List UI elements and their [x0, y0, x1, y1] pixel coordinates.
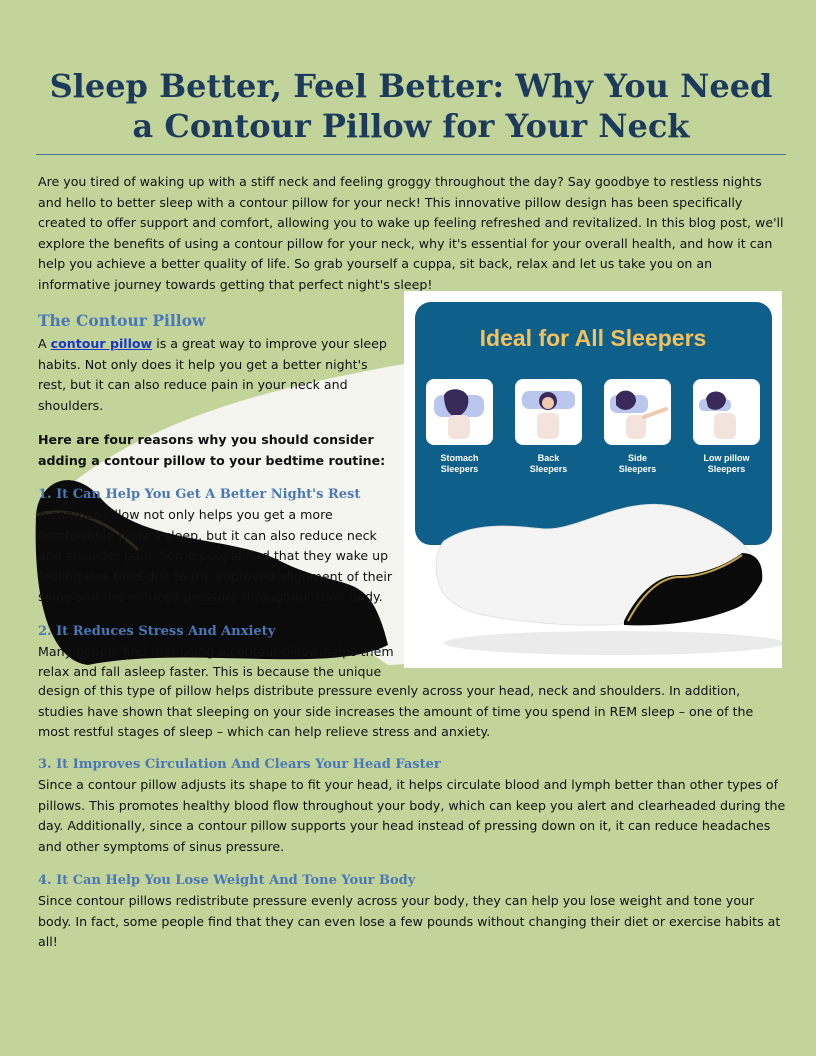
contour-pillow-link[interactable]: contour pillow — [50, 336, 153, 351]
intro-paragraph: Are you tired of waking up with a stiff neck and feeling groggy throughout the day? Say goodbye to restless nights and hello to better sleep with a contour pillow for your neck! This innovative pillow design has been specifically created to offer support and comfort, allowing you to wake up feeling refreshed and revitalized. In this blog post, we'll explore the benefits of using a contour pillow for your neck, why it's essential for your overall health, and how it can help you achieve a better quality of life. So grab yourself a cuppa, sit back, relax and let us take you on an informative journey towards getting that perfect night's sleep! — [38, 174, 784, 292]
reason-3-heading: 3. It Improves Circulation And Clears Your Head Faster — [38, 757, 441, 772]
sleeper-label: Sleepers — [707, 464, 746, 474]
reason-2-text-part1: Many people find that using a contour pillow helps them relax and fall asleep faster. This is because the unique — [38, 643, 394, 679]
section-heading-contour-pillow: The Contour Pillow — [38, 311, 206, 330]
contour-pillow-paragraph — [38, 334, 394, 416]
reason-3 — [38, 754, 788, 857]
reason-4-text: Since contour pillows redistribute pressure evenly across your body, they can help you lose weight and tone your body. In fact, some people find that they can even lose a few pounds without changing their diet or exercise habits at all! — [38, 893, 781, 949]
text-fragment: A — [38, 336, 51, 351]
reasons-lead: Here are four reasons why you should consider adding a contour pillow to your bedtime routine: — [38, 432, 386, 468]
reason-4-heading: 4. It Can Help You Lose Weight And Tone Your Body — [38, 873, 416, 888]
sleeper-label: Low pillow — [703, 453, 750, 463]
sleeper-label: Sleepers — [529, 464, 568, 474]
sleeper-label: Side — [627, 453, 648, 463]
sleeper-label: Back — [537, 453, 560, 463]
sleeper-label: Stomach — [440, 453, 479, 463]
sleeper-label: Sleepers — [618, 464, 657, 474]
reason-1-text: A contour pillow not only helps you get a more comfortable night's sleep, but it can also reduce neck and shoulder pain. Some people find that they wake up feeling less tired due to the improved alignment of their spine and the reduced pressure throughout their body. — [38, 507, 393, 604]
reason-2-text-part2: design of this type of pillow helps distribute pressure evenly across your head, neck and shoulders. In addition, studies have shown that sleeping on your side increases the amount of time you spend in REM sleep – one of the most restful stages of sleep – which can help relieve stress and anxiety. — [38, 683, 754, 739]
left-column — [38, 310, 394, 683]
reason-2-heading: 2. It Reduces Stress And Anxiety — [38, 623, 276, 639]
reason-1-heading: 1. It Can Help You Get A Better Night's Rest — [38, 487, 361, 502]
sleeper-label: Sleepers — [440, 464, 479, 474]
figure-heading: Ideal for All Sleepers — [479, 325, 707, 351]
text-fragment: is a great way to improve your sleep habits. Not only does it help you get a better night's rest, but it can also reduce pain in your neck and shoulders. — [38, 336, 387, 413]
reason-3-text: Since a contour pillow adjusts its shape to fit your head, it helps circulate blood and lymph better than other types of pillows. This promotes healthy blood flow throughout your body, which can keep you alert and clearheaded during the day. Additionally, since a contour pillow supports your head instead of pressing down on it, it can reduce headaches and other symptoms of sinus pressure. — [38, 777, 786, 854]
page-title: Sleep Better, Feel Better: Why You Need a Contour Pillow for Your Neck — [36, 66, 786, 155]
reason-4 — [38, 870, 788, 953]
ideal-for-all-sleepers-graphic — [404, 291, 782, 668]
product-image — [404, 291, 782, 668]
